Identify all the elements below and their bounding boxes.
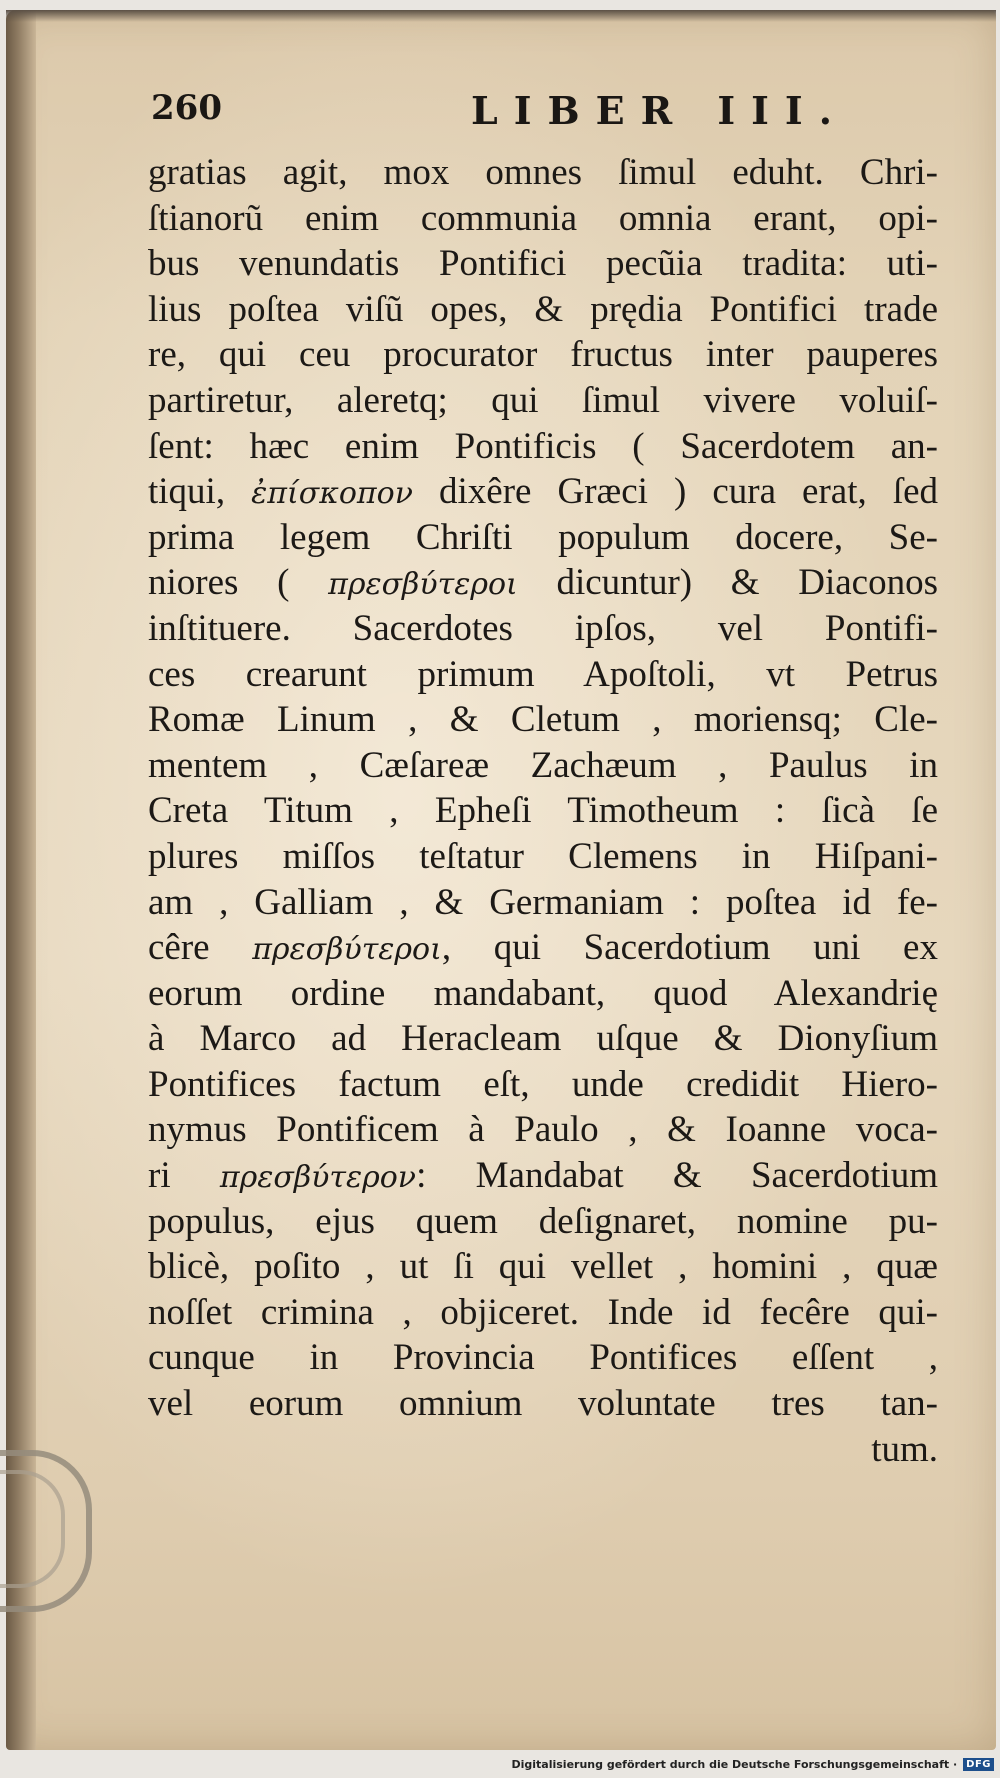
paper-clip-mark-inner [0, 1470, 65, 1588]
text-segment: Pontifices factum eſt, unde credidit Hiero- [148, 1063, 938, 1105]
text-line [148, 1199, 938, 1245]
text-segment: blicè, poſito , ut ſi qui vellet , homini , quæ [148, 1246, 938, 1288]
text-segment: dixêre Græci ) cura erat, ſed [412, 471, 938, 513]
text-line [148, 1244, 938, 1290]
text-line [148, 196, 938, 242]
text-segment: vel eorum omnium voluntate tres tan- [148, 1383, 938, 1425]
text-line [148, 834, 938, 880]
text-segment: ſent: hæc enim Pontificis ( Sacerdotem an- [148, 425, 938, 467]
page-top-edge [6, 10, 996, 22]
text-segment: Creta Titum , Epheſi Timotheum : ſicà ſe [148, 790, 938, 832]
page-number: 260 [151, 88, 222, 128]
text-segment: tiqui, [148, 471, 252, 513]
text-segment: ri [148, 1155, 220, 1197]
text-segment: plures miſſos teſtatur Clemens in Hiſpani- [148, 835, 938, 877]
text-line [148, 150, 938, 196]
dfg-logo: DFG [963, 1758, 994, 1771]
digitization-footer [511, 1754, 994, 1774]
text-line [148, 332, 938, 378]
text-line [148, 1062, 938, 1108]
text-segment: ſtianorũ enim communia omnia erant, opi- [148, 197, 938, 239]
catchword: tum. [871, 1428, 938, 1470]
text-line [148, 287, 938, 333]
body-text [148, 150, 938, 1472]
text-line [148, 971, 938, 1017]
text-segment: à Marco ad Heracleam uſque & Dionyſium [148, 1018, 938, 1060]
text-line [148, 1107, 938, 1153]
text-line [148, 424, 938, 470]
text-line [148, 1381, 938, 1427]
book-page [6, 10, 996, 1750]
page-header [151, 88, 931, 138]
text-line [148, 743, 938, 789]
text-segment: gratias agit, mox omnes ſimul eduht. Chri- [148, 152, 938, 193]
text-segment: dicuntur) & Diaconos [517, 562, 938, 604]
text-segment: eorum ordine mandabant, quod Alexandrię [148, 972, 938, 1014]
text-line [148, 1335, 938, 1381]
text-segment: ces crearunt primum Apoſtoli, vt Petrus [148, 653, 938, 695]
text-segment: inſtituere. Sacerdotes ipſos, vel Pontifi- [148, 607, 938, 649]
greek-word: πρεσβύτερον [219, 1160, 417, 1196]
text-segment: mentem , Cæſareæ Zachæum , Paulus in [148, 744, 938, 786]
text-segment: cêre [148, 927, 253, 969]
text-line [148, 515, 938, 561]
text-line [148, 560, 938, 606]
text-line [148, 241, 938, 287]
text-line [148, 788, 938, 834]
text-segment: lius poſtea viſũ opes, & prędia Pontifici trade [148, 288, 938, 330]
text-segment: : Mandabat & Sacerdotium [416, 1155, 938, 1197]
text-segment: am , Galliam , & Germaniam : poſtea id fe- [148, 881, 938, 923]
text-line [148, 469, 938, 515]
text-segment: bus venundatis Pontifici pecũia tradita: uti- [148, 243, 938, 285]
text-segment: niores ( [148, 562, 329, 604]
text-segment: noſſet crimina , objiceret. Inde id fecêre qui- [148, 1291, 938, 1333]
text-line [148, 880, 938, 926]
greek-word: ἐπίσκοπον [251, 476, 413, 512]
text-line [148, 378, 938, 424]
text-line [148, 652, 938, 698]
text-line [148, 1290, 938, 1336]
text-segment: nymus Pontificem à Paulo , & Ioanne voca- [148, 1109, 938, 1151]
catchword-line [148, 1427, 938, 1473]
text-line [148, 697, 938, 743]
text-segment: cunque in Provincia Pontifices eſſent , [148, 1337, 938, 1379]
text-segment: , qui Sacerdotium uni ex [441, 927, 938, 969]
text-segment: re, qui ceu procurator fructus inter pauperes [148, 334, 938, 376]
greek-word: πρεσβύτεροι [252, 932, 442, 968]
text-segment: Romæ Linum , & Cletum , moriensq; Cle- [148, 699, 938, 741]
text-segment: partiretur, aleretq; qui ſimul vivere voluiſ- [148, 379, 938, 421]
digitization-credit: Digitalisierung gefördert durch die Deutsche Forschungsgemeinschaft · [511, 1757, 958, 1771]
text-line [148, 925, 938, 971]
text-line [148, 1016, 938, 1062]
running-head: LIBER III. [471, 88, 848, 133]
text-segment: populus, ejus quem deſignaret, nomine pu- [148, 1200, 938, 1242]
text-line [148, 1153, 938, 1199]
text-line [148, 606, 938, 652]
text-segment: prima legem Chriſti populum docere, Se- [148, 516, 938, 558]
greek-word: πρεσβύτεροι [328, 567, 518, 603]
